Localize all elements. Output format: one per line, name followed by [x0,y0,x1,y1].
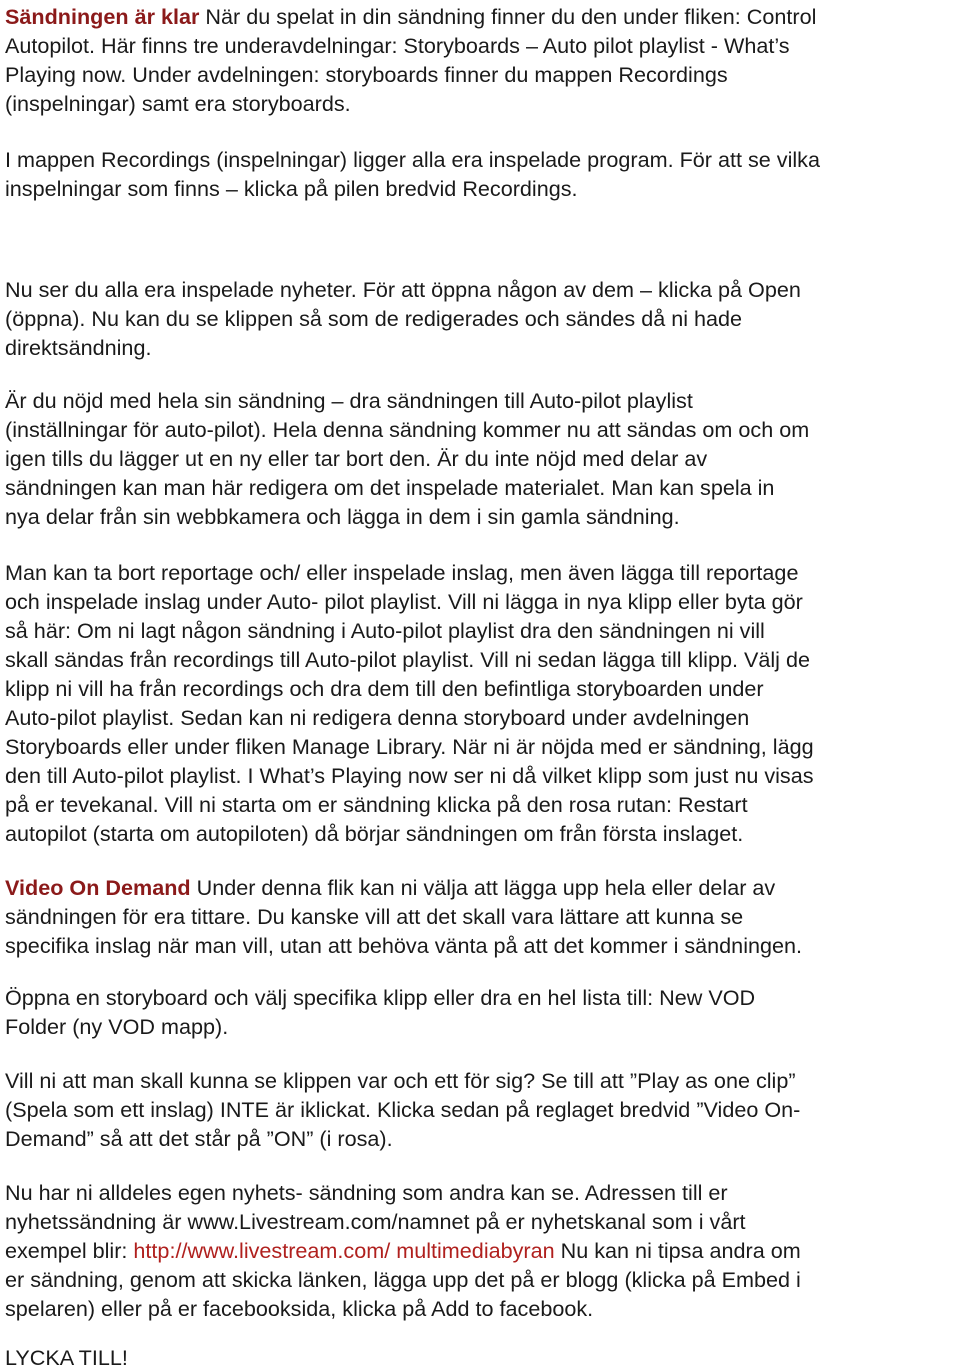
text-line [5,2,960,31]
text-run: direktsändning. [5,335,152,360]
text-line [5,1095,960,1124]
text-line [5,304,960,333]
text-run: När du spelat in din sändning finner du den under fliken: Control [199,4,817,29]
text-line [5,415,960,444]
text-run: Nu har ni alldeles egen nyhets- sändning som andra kan se. Adressen till er [5,1180,728,1205]
text-run: spelaren) eller på er facebooksida, klicka på Add to facebook. [5,1296,594,1321]
text-run: så här: Om ni lagt någon sändning i Auto-pilot playlist dra den sändningen ni vill [5,618,765,643]
text-run: (inställningar för auto-pilot). Hela denna sändning kommer nu att sändas om och om [5,417,810,442]
text-run: Öppna en storyboard och välj specifika klipp eller dra en hel lista till: New VOD [5,985,756,1010]
paragraph-vill-ni [5,1066,960,1153]
text-run: Vill ni att man skall kunna se klippen var och ett för sig? Se till att ”Play as one clip” [5,1068,796,1093]
text-run: nya delar från sin webbkamera och lägga in dem i sin gamla sändning. [5,504,680,529]
text-line [5,1012,960,1041]
paragraph-reportage [5,558,960,848]
text-line [5,31,960,60]
text-run: Nu kan ni tipsa andra om [554,1238,801,1263]
text-run: Storyboards eller under fliken Manage Library. När ni är nöjda med er sändning, lägg [5,734,814,759]
text-line [5,931,960,960]
text-line [5,89,960,118]
text-line [5,60,960,89]
paragraph-nu-ser [5,275,960,362]
text-run: nyhetssändning är www.Livestream.com/namnet på er nyhetskanal som i vårt [5,1209,746,1234]
text-run: (Spela som ett inslag) INTE är iklickat. Klicka sedan på reglaget bredvid ”Video On- [5,1097,801,1122]
text-run: sändningen kan man här redigera om det inspelade materialet. Man kan spela in [5,475,775,500]
paragraph-lycka-till [5,1343,960,1372]
text-run: Autopilot. Här finns tre underavdelningar: Storyboards – Auto pilot playlist - What’s [5,33,790,58]
text-line [5,1294,960,1323]
text-line [5,732,960,761]
text-run: exempel blir: [5,1238,134,1263]
text-run: LYCKA TILL! [5,1345,128,1370]
text-line [5,1124,960,1153]
section-heading: Sändningen är klar [5,4,200,29]
text-run: klipp ni vill ha från recordings och dra dem till den befintliga storyboarden under [5,676,764,701]
text-line [5,473,960,502]
text-run: den till Auto-pilot playlist. I What’s Playing now ser ni då vilket klipp som just nu visas [5,763,814,788]
text-line [5,1178,960,1207]
text-line [5,902,960,931]
paragraph-oppna [5,983,960,1041]
text-run: Nu ser du alla era inspelade nyheter. För att öppna någon av dem – klicka på Open [5,277,801,302]
text-line [5,1207,960,1236]
text-line [5,444,960,473]
text-line [5,558,960,587]
text-line [5,1066,960,1095]
text-line [5,819,960,848]
paragraph-video-on-demand [5,873,960,960]
text-run: specifika inslag när man vill, utan att behöva vänta på att det kommer i sändningen. [5,933,803,958]
text-line [5,1265,960,1294]
text-run: inspelningar som finns – klicka på pilen bredvid Recordings. [5,176,578,201]
livestream-link[interactable]: http://www.livestream.com/ multimediabyran [133,1238,555,1263]
text-line [5,333,960,362]
text-line [5,645,960,674]
text-run: (öppna). Nu kan du se klippen så som de redigerades och sändes då ni hade [5,306,743,331]
text-run: Är du nöjd med hela sin sändning – dra sändningen till Auto-pilot playlist [5,388,693,413]
text-run: I mappen Recordings (inspelningar) ligger alla era inspelade program. För att se vilka [5,147,820,172]
text-run: Under denna flik kan ni välja att lägga upp hela eller delar av [190,875,776,900]
text-run: autopilot (starta om autopiloten) då börjar sändningen om från första inslaget. [5,821,744,846]
paragraph-recordings [5,145,960,203]
text-line [5,983,960,1012]
paragraph-nu-har [5,1178,960,1323]
text-line [5,790,960,819]
text-line [5,275,960,304]
text-line [5,1343,960,1372]
paragraph-sandningen-ar-klar [5,2,960,118]
text-run: skall sändas från recordings till Auto-pilot playlist. Vill ni sedan lägga till klipp. Välj de [5,647,810,672]
text-line [5,174,960,203]
text-run: Demand” så att det står på ”ON” (i rosa). [5,1126,393,1151]
text-run: sändningen för era tittare. Du kanske vill att det skall vara lättare att kunna se [5,904,744,929]
text-line [5,873,960,902]
text-run: och inspelade inslag under Auto- pilot playlist. Vill ni lägga in nya klipp eller byta gör [5,589,803,614]
text-line [5,703,960,732]
section-heading: Video On Demand [5,875,191,900]
text-line [5,616,960,645]
text-run: Man kan ta bort reportage och/ eller inspelade inslag, men även lägga till reportage [5,560,799,585]
text-line [5,386,960,415]
text-run: Playing now. Under avdelningen: storyboards finner du mappen Recordings [5,62,728,87]
text-run: Auto-pilot playlist. Sedan kan ni redigera denna storyboard under avdelningen [5,705,750,730]
text-run: igen tills du lägger ut en ny eller tar bort den. Är du inte nöjd med delar av [5,446,708,471]
text-line [5,502,960,531]
text-line [5,674,960,703]
text-line [5,761,960,790]
text-run: på er tevekanal. Vill ni starta om er sändning klicka på den rosa rutan: Restart [5,792,748,817]
text-run: Folder (ny VOD mapp). [5,1014,229,1039]
text-line [5,587,960,616]
paragraph-nojd [5,386,960,531]
text-run: (inspelningar) samt era storyboards. [5,91,351,116]
text-run: er sändning, genom att skicka länken, lägga upp det på er blogg (klicka på Embed i [5,1267,801,1292]
text-line [5,1236,960,1265]
text-line [5,145,960,174]
